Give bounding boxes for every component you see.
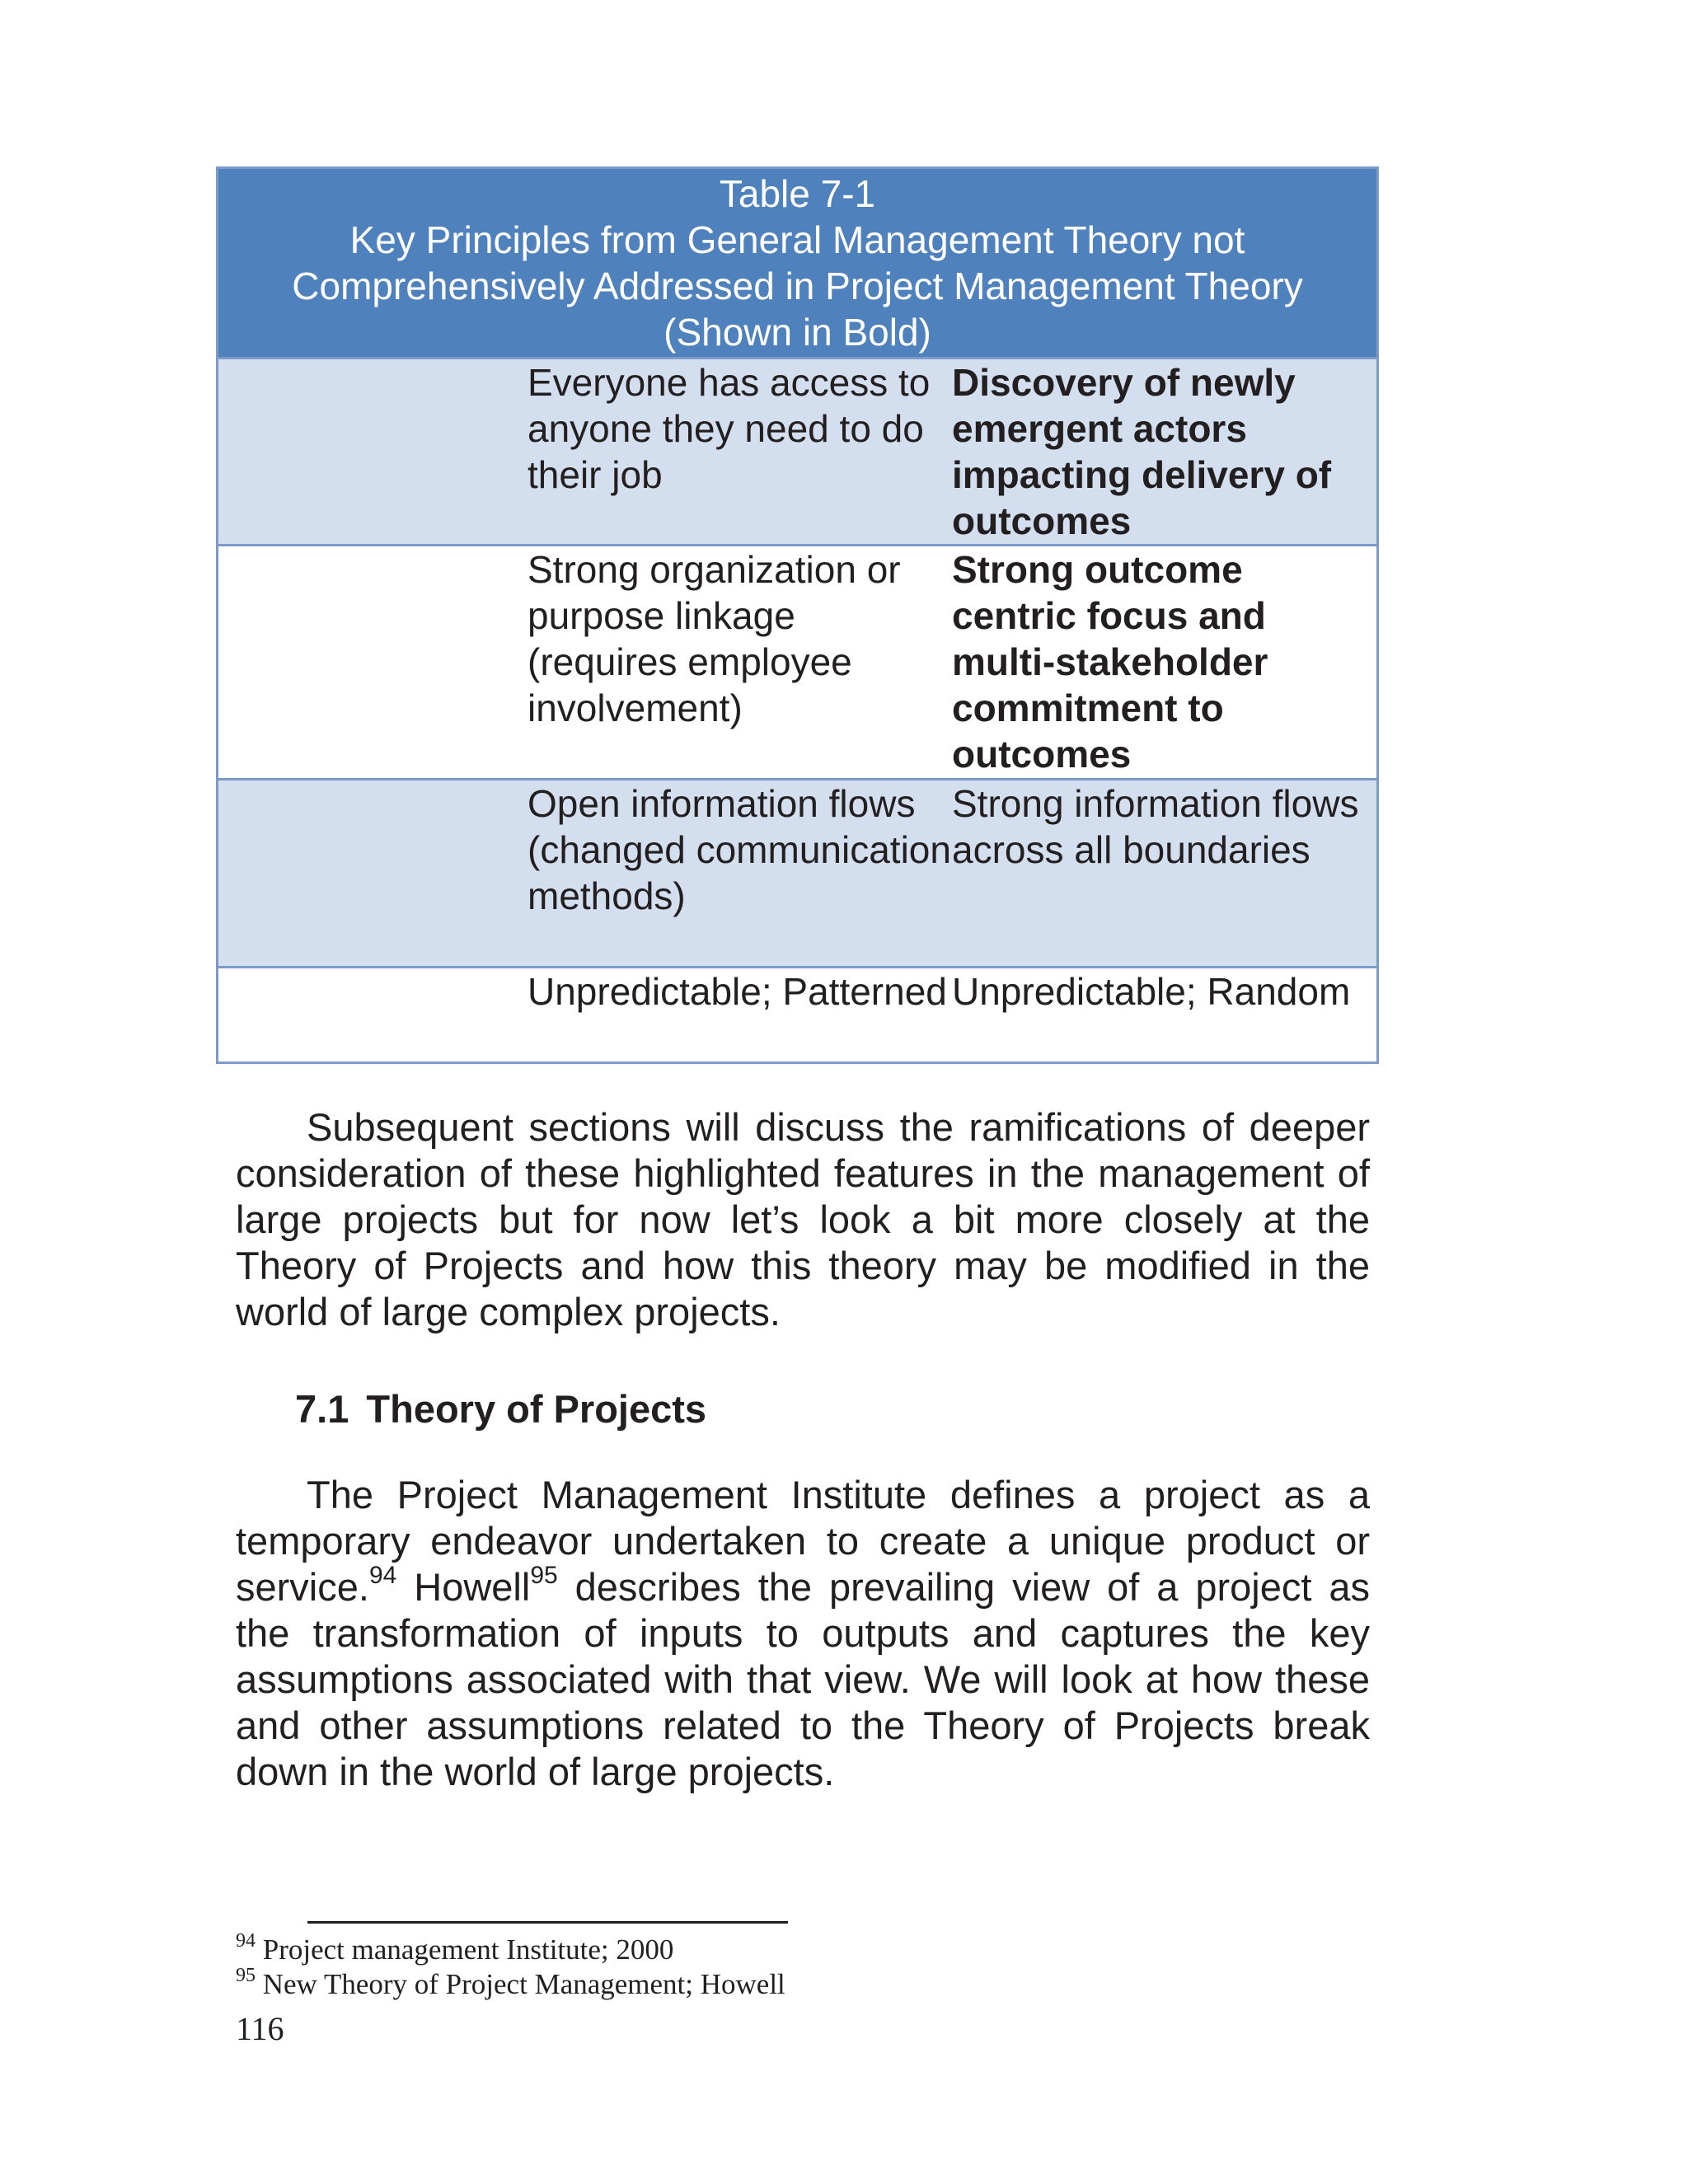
table-cell-project-principle: Unpredictable; Random bbox=[952, 970, 1351, 1013]
table-caption-line: Table 7-1 bbox=[719, 172, 876, 215]
paragraph-text: describes the prevailing view of a project as the transformation of inputs to outputs and captures the key assumptions associated with that view. We will look at how these and other assumptions related to the Theory of Projects break down in the world of large projects. bbox=[236, 1565, 1370, 1793]
table-cell-empty bbox=[218, 359, 527, 544]
table-caption bbox=[218, 169, 1376, 357]
table-cell-general-principle: Unpredictable; Patterned bbox=[528, 970, 947, 1013]
paragraph-text: Howell bbox=[396, 1565, 531, 1609]
footnote-reference[interactable]: 95 bbox=[530, 1562, 558, 1590]
footnote-text: Project management Institute; 2000 bbox=[262, 1933, 674, 1966]
footnote-divider bbox=[307, 1921, 788, 1924]
table-cell-project-principle: Discovery of newly emergent actors impacting delivery of outcomes bbox=[952, 361, 1332, 542]
page-number: 116 bbox=[236, 2010, 284, 2047]
table-cell-project-principle: Strong information flows across all boundaries bbox=[952, 782, 1359, 871]
principles-table bbox=[216, 166, 1379, 1064]
table-caption-line: Key Principles from General Management Theory not bbox=[349, 218, 1245, 261]
table-cell-general-principle: Everyone has access to anyone they need to do their job bbox=[528, 361, 931, 496]
table-row bbox=[218, 357, 1376, 544]
footnote-reference[interactable]: 94 bbox=[368, 1562, 397, 1590]
table-cell-general-principle: Open information flows (changed communication methods) bbox=[528, 782, 951, 917]
footnote bbox=[236, 1965, 785, 2001]
body-paragraph: Subsequent sections will discuss the ramifications of deeper consideration of these highlighted features in the management of large projects but for now let’s look a bit more closely at the Theory of Projects and how this theory may be modified in the world of large complex projects. bbox=[236, 1105, 1370, 1333]
table-caption-line: Comprehensively Addressed in Project Management Theory bbox=[292, 265, 1303, 307]
table-cell-empty bbox=[218, 968, 527, 1062]
footnote-number: 94 bbox=[236, 1930, 256, 1952]
table-cell-empty bbox=[218, 546, 527, 778]
table-cell-project-principle: Strong outcome centric focus and multi-stakeholder commitment to outcomes bbox=[952, 548, 1268, 776]
table-cell-general-principle: Strong organization or purpose linkage (requires employee involvement) bbox=[528, 548, 901, 729]
body-paragraph bbox=[236, 1472, 1370, 1795]
footnote-text: New Theory of Project Management; Howell bbox=[262, 1968, 785, 2000]
table-caption-line: (Shown in Bold) bbox=[663, 311, 931, 354]
section-heading bbox=[295, 1386, 706, 1432]
section-title: Theory of Projects bbox=[366, 1387, 707, 1431]
footnote-number: 95 bbox=[236, 1965, 256, 1987]
table-row bbox=[218, 778, 1376, 966]
footnote bbox=[236, 1930, 674, 1966]
table-cell-empty bbox=[218, 780, 527, 966]
table-row bbox=[218, 544, 1376, 778]
table-row bbox=[218, 966, 1376, 1062]
section-number: 7.1 bbox=[295, 1387, 349, 1431]
paragraph-text: The Project Management Institute defines a project as a temporary endeavor undertaken to create a unique product or service. bbox=[236, 1473, 1370, 1609]
